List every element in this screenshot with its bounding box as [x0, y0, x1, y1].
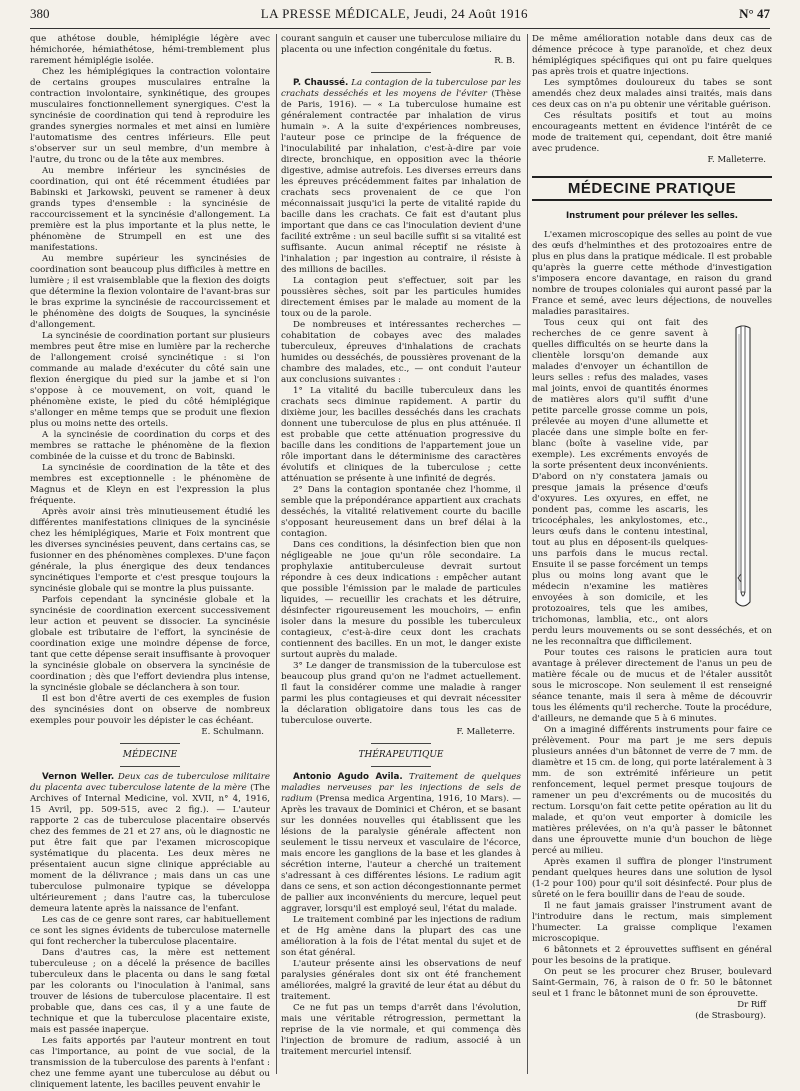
- section-title: MÉDECINE PRATIQUE: [532, 176, 772, 201]
- paragraph: 3° Le danger de transmission de la tuberculose est beaucoup plus grand qu'on ne l'admet actuellement. Il faut la considérer comme une maladie à ranger parmi les plus contagieuses et qui devrait nécessiter la déclaration obligatoire dans tous les cas de tuberculose ouverte.: [281, 661, 521, 726]
- column-divider: [276, 34, 277, 1074]
- signature: E. Schulmann.: [201, 727, 264, 737]
- paragraph: De même amélioration notable dans deux cas de démence précoce à type paranoïde, et chez deux hémiplégiques spécifiques qui ont pu faire quelques pas après trois et quatre injections.: [532, 34, 772, 77]
- paragraph: Les cas de ce genre sont rares, car habituellement ce sont les signes évidents de tuberculose maternelle qui font rechercher la tuberculose placentaire.: [30, 915, 270, 947]
- paragraph: que athétose double, hémiplégie légère avec hémichorée, hémiathétose, hémi-tremblement plus rarement hémiplégie isolée.: [30, 34, 270, 66]
- column-2: [281, 34, 521, 1074]
- signature: Dr Riff: [737, 1000, 766, 1010]
- paragraph: Ce ne fut pas un temps d'arrêt dans l'évolution, mais une véritable rétrogression, permettant la reprise de la vie normale, et qui commença dès l'injection de bromure de radium, associé à un traitement mercuriel intensif.: [281, 1003, 521, 1057]
- article-author: Vernon Weller.: [42, 772, 115, 782]
- article-title: Traitement de quelques maladies nerveuses par les injections de sels de radium: [281, 772, 522, 804]
- divider: [120, 743, 180, 744]
- signature: F. Malleterre.: [707, 155, 766, 165]
- article-reference: (Thèse de Paris, 1916). — « La tuberculose humaine est généralement contractée par inhalation de virus humain ». A la suite d'expériences nombreuses, l'auteur pose ce principe de la fréquence de l'inoculabilité par inhalation, c'est-à-dire par voie directe, bronchique, en opposition avec la théorie digestive, admise autrefois. Les diverses erreurs dans les épreuves précédemment faites par inhalation de crachats secs provenaient de ce que l'on méconnaissait jusqu'ici la perte de vitalité rapide du bacille dans les crachats. Ce fait est d'autant plus important que dans ce cas l'inoculation devient d'une facilité extrême : un seul bacille suffit si sa vitalité est suffisante. Aucun animal réceptif ne résiste à l'inhalation ; par ingestion au contraire, il résiste à des millions de bacilles.: [281, 89, 521, 275]
- journal-title: LA PRESSE MÉDICALE, Jeudi, 24 Août 1916: [260, 6, 528, 21]
- paragraph: Les symptômes douloureux du tabes se sont amendés chez deux malades ainsi traités, mais dans ces deux cas on n'a pu obtenir une véritable guérison.: [532, 78, 772, 110]
- paragraph: L'auteur présente ainsi les observations de neuf paralysies générales dont six ont été franchement améliorées, malgré la gravité de leur état au début du traitement.: [281, 959, 521, 1002]
- paragraph: Après avoir ainsi très minutieusement étudié les différentes manifestations cliniques de la syncinésie chez les hémiplégiques, Marie et Foix montrent que les diverses syncinésies peuvent, dans certains cas, se fusionner en des phénomènes complexes. D'une façon générale, la plus énergique des deux tendances syncinétiques l'emporte et c'est presque toujours la syncinésie globale qui se montre la plus puissante.: [30, 507, 271, 594]
- header-rule: [30, 28, 770, 29]
- paragraph: A la syncinésie de coordination du corps et des membres se rattache le phénomène de la flexion combinée de la cuisse et du tronc de Babinski.: [30, 430, 270, 462]
- article-author: P. Chaussé.: [293, 78, 349, 88]
- signature: F. Malleterre.: [456, 727, 515, 737]
- paragraph: Après examen il suffira de plonger l'instrument pendant quelques heures dans une solution de lysol (1-2 pour 100) pour qu'il soit désinfecté. Pour plus de sûreté on le fera bouillir dans de l'eau de soude.: [532, 857, 772, 900]
- paragraph: Dans d'autres cas, la mère est nettement tuberculeuse ; on a décelé la présence de bacilles tuberculeux dans le placenta ou dans le sang fœtal par les colorants ou l'inoculation à l'animal, sans trouver de lésions de tuberculose placentaire. Il est probable que, dans ces cas, il y a une faute de technique et que la tuberculose placentaire existe, mais est passée inaperçue.: [30, 948, 270, 1035]
- paragraph: Ces résultats positifs et tout au moins encourageants mettent en évidence l'intérêt de ce mode de traitement qui, cependant, doit être manié avec prudence.: [532, 111, 772, 154]
- paragraph: La contagion peut s'effectuer, soit par les poussières sèches, soit par les particules humides directement émises par le malade au moment de la toux ou de la parole.: [281, 276, 521, 319]
- paragraph: Au membre supérieur les syncinésies de coordination sont beaucoup plus difficiles à mettre en lumière ; il est vraisemblable que la flexion des doigts que détermine la flexion volontaire de l'avant-bras sur le bras exprime la syncinésie de raccourcissement et le phénomène des doigts de Souques, la syncinésie d'allongement.: [30, 254, 270, 330]
- paragraph: Tous ceux qui ont fait des recherches de ce genre savent à quelles difficultés on se heurte dans la clientèle lorsqu'on demande aux malades d'envoyer un échantillon de leurs selles : refus des malades, vases mal joints, envoi de quantités énormes de matières alors qu'il suffit d'une petite parcelle grosse comme un pois, prélevée au moyen d'une allumette et placée dans une simple boîte en fer-blanc (boîte à vaseline vide, par exemple). Les excréments envoyés de la sorte présentent deux inconvénients. D'abord on n'y constatera jamais ou presque jamais la présence d'œufs d'oxyures. Les oxyures, en effet, ne pondent pas, comme les ascaris, les tricocéphales, les ankylostomes, etc., leurs œufs dans le contenu intestinal, tout au plus en déposent-ils quelques-uns parfois dans le mucus rectal. Ensuite il se passe forcément un temps plus ou moins long avant que le médecin n'examine les matières envoyées à son domicile, et les protozoaires, tels que les amibes, trichomonas, lamblia, etc., ont alors perdu leurs mouvements ou se sont desséchés, et on ne les reconnaîtra que difficilement.: [532, 318, 772, 647]
- article-head: [281, 78, 521, 276]
- paragraph: Dans ces conditions, la désinfection bien que non négligeable ne joue qu'un rôle secondaire. La prophylaxie antituberculeuse devrait surtout répondre à ces deux indications : empêcher autant que possible l'émission par le malade de particules liquides, — recueillir les crachats et les détruire, désinfecter rigoureusement les mouchoirs, — enfin isoler dans la mesure du possible les tuberculeux contagieux, c'est-à-dire ceux dont les crachats contiennent des bacilles. En un mot, le danger existe surtout auprès du malade.: [281, 540, 521, 660]
- article-title: Deux cas de tuberculose militaire du placenta avec tuberculose latente de la mère: [30, 772, 270, 793]
- paragraph: Au membre inférieur les syncinésies de coordination, qui ont été récemment étudiées par Babinski et Jarkowski, peuvent se ramener à deux grands types d'ensemble : la syncinésie de raccourcissement et la syncinésie d'allongement. La première est la plus importante et la plus nette, le phénomène de Strumpell en est une des manifestations.: [30, 166, 270, 253]
- paragraph: De nombreuses et intéressantes recherches — cohabitation de cobayes avec des malades tuberculeux, épreuves d'inhalations de crachats humides ou desséchés, de poussières provenant de la chambre des malades, etc., — ont conduit l'auteur aux conclusions suivantes :: [281, 320, 521, 385]
- paragraph: On peut se les procurer chez Bruser, boulevard Saint-Germain, 76, à raison de 0 fr. 50 le bâtonnet seul et 1 franc le bâtonnet muni de son éprouvette.: [532, 967, 772, 999]
- paragraph: 2° Dans la contagion spontanée chez l'homme, il semble que la prépondérance appartient aux crachats desséchés, la vitalité relativement courte du bacille s'opposant heureusement dans un bref délai à la contagion.: [281, 485, 521, 539]
- column-3: [532, 34, 772, 1074]
- signature-location: (de Strasbourg).: [695, 1011, 766, 1021]
- divider: [371, 766, 431, 767]
- paragraph: 1° La vitalité du bacille tuberculeux dans les crachats secs diminue rapidement. A partir du dixième jour, les bacilles desséchés dans les crachats donnent une tuberculose de plus en plus atténuée. Il est probable que cette atténuation progressive du bacille dans les conditions de l'appartement joue un rôle important dans le déterminisme des caractères évolutifs et cliniques de la tuberculose ; cette atténuation se présente à une infinité de degrés.: [281, 386, 521, 484]
- page-number: 380: [30, 6, 50, 21]
- paragraph: courant sanguin et causer une tuberculose miliaire du placenta ou une infection congénitale du fœtus.: [281, 34, 521, 55]
- article-title: La contagion de la tuberculose par les crachats desséchés et les moyens de l'éviter: [281, 78, 521, 99]
- article-reference: (Prensa medica Argentina, 1916, 10 Mars). — Après les travaux de Dominici et Chéron, et se basant sur les données nouvelles qui établissent que les lésions de la paralysie générale affectent non seulement le tissu nerveux et vasculaire de l'écorce, mais encore les ganglions de la base et les glandes à sécrétion interne, l'auteur a cherché un traitement s'adressant à ces différentes lésions. Le radium agit dans ce sens, et son action décongestionnante permet de pallier aux inconvénients du mercure, lequel peut aggraver, lorsqu'il est employé seul, l'état du malade.: [281, 794, 522, 914]
- column-divider: [527, 34, 528, 1074]
- article-author: Antonio Agudo Avila.: [293, 772, 403, 782]
- paragraph: Pour toutes ces raisons le praticien aura tout avantage à prélever directement de l'anus un peu de matière fécale ou de mucus et de l'étaler aussitôt sous le microscope. Non seulement il est renseigné séance tenante, mais il sera à même de découvrir tous les éléments qu'il recherche. Toute la procédure, d'ailleurs, ne demande que 5 à 6 minutes.: [532, 648, 772, 724]
- article-reference: (The Archives of Internal Medicine, vol. XVII, n° 4, 1916, 15 Avril, pp. 509-515, avec 2 fig.). — L'auteur rapporte 2 cas de tuberculose placentaire observés chez des femmes de 21 et 27 ans, où le diagnostic ne put être fait que par l'examen microscopique systématique du placenta. Les deux mères ne présentaient aucun signe clinique appréciable au moment de la délivrance ; mais dans un cas une tuberculose pulmonaire typique se développa ultérieurement ; dans l'autre cas, la tuberculose demeura latente après la naissance de l'enfant.: [30, 783, 270, 914]
- section-heading: THÉRAPEUTIQUE: [358, 750, 444, 760]
- page-header: [30, 6, 770, 28]
- paragraph: La syncinésie de coordination portant sur plusieurs membres peut être mise en lumière par la recherche de l'allongement croisé syncinétique : si l'on commande au malade d'exécuter du côté sain une flexion énergique du pied sur la jambe et si l'on s'oppose à ce mouvement, on voit, quand le phénomène existe, le pied du côté hémiplégique s'allonger en même temps que se produit une flexion plus ou moins nette des orteils.: [30, 331, 270, 429]
- glass-rod-illustration: [714, 320, 772, 612]
- article-head: [30, 772, 270, 915]
- paragraph: On a imaginé différents instruments pour faire ce prélèvement. Pour ma part je me sers depuis plusieurs années d'un bâtonnet de verre de 7 mm. de diamètre et 15 cm. de long, qui porte latéralement à 3 mm. de son extrémité inférieure un petit renfoncement, lequel permet presque toujours de ramener un peu d'excréments ou de mucosités du rectum. Lorsqu'on fait cette petite opération au lit du malade, et qu'on veut emporter à domicile les matières prélevées, on n'a qu'à passer le bâtonnet dans une éprouvette munie d'un bouchon de liège percé au milieu.: [532, 725, 773, 856]
- paragraph: La syncinésie de coordination de la tête et des membres est exceptionnelle : le phénomène de Magnus et de Kleyn en est l'expression la plus fréquente.: [30, 463, 270, 506]
- paragraph: L'examen microscopique des selles au point de vue des œufs d'helminthes et des protozoaires entre de plus en plus dans la pratique médicale. Il est probable qu'après la guerre cette méthode d'investigation s'imposera encore davantage, en raison du grand nombre de troupes coloniales qui auront passé par la France et semé, avec leurs déjections, de nouvelles maladies parasitaires.: [532, 230, 772, 317]
- article-head: [281, 772, 521, 915]
- divider: [120, 766, 180, 767]
- paragraph: Les faits apportés par l'auteur montrent en tout cas l'importance, au point de vue social, de la transmission de la tuberculose des parents à l'enfant : chez une femme ayant une tuberculose au début ou cliniquement latente, les bacilles peuvent envahir le: [30, 1036, 270, 1090]
- issue-number: N° 47: [739, 6, 770, 21]
- paragraph: Il est bon d'être averti de ces exemples de fusion des syncinésies dont on observe de nombreux exemples pour pouvoir les dépister le cas échéant.: [30, 694, 270, 726]
- paragraph: 6 bâtonnets et 2 éprouvettes suffisent en général pour les besoins de la pratique.: [532, 945, 772, 966]
- divider: [371, 72, 431, 73]
- section-heading: MÉDECINE: [122, 750, 178, 760]
- paragraph: Parfois cependant la syncinésie globale et la syncinésie de coordination exercent successivement leur action et peuvent se dissocier. La syncinésie globale est tributaire de l'effort, la syncinésie de coordination exige une moindre dépense de force, tant que cette dépense serait insuffisante à provoquer la syncinésie globale on observera la syncinésie de coordination ; dès que l'effort deviendra plus intense, la syncinésie globale se déclanchera à son tour.: [30, 595, 270, 693]
- divider: [371, 743, 431, 744]
- paragraph: Il ne faut jamais graisser l'instrument avant de l'introduire dans le rectum, mais simplement l'humecter. La graisse complique l'examen microscopique.: [532, 901, 772, 944]
- signature: R. B.: [494, 56, 515, 66]
- paragraph: Le traitement combiné par les injections de radium et de Hg amène dans la plupart des cas une amélioration à la fois de l'état mental du sujet et de son état général.: [281, 915, 521, 958]
- article-subtitle: Instrument pour prélever les selles.: [566, 211, 738, 221]
- paragraph: Chez les hémiplégiques la contraction volontaire de certains groupes musculaires entraîne la contraction involontaire, synkinétique, des groupes musculaires fonctionnellement synergiques. C'est la syncinésie de coordination qui tend à reproduire les grandes synergies normales et met ainsi en lumière l'automatisme des centres inférieurs. Elle peut s'observer sur un seul membre, d'un membre à l'autre, du tronc ou de la tête aux membres.: [30, 67, 270, 165]
- column-1: [30, 34, 271, 1090]
